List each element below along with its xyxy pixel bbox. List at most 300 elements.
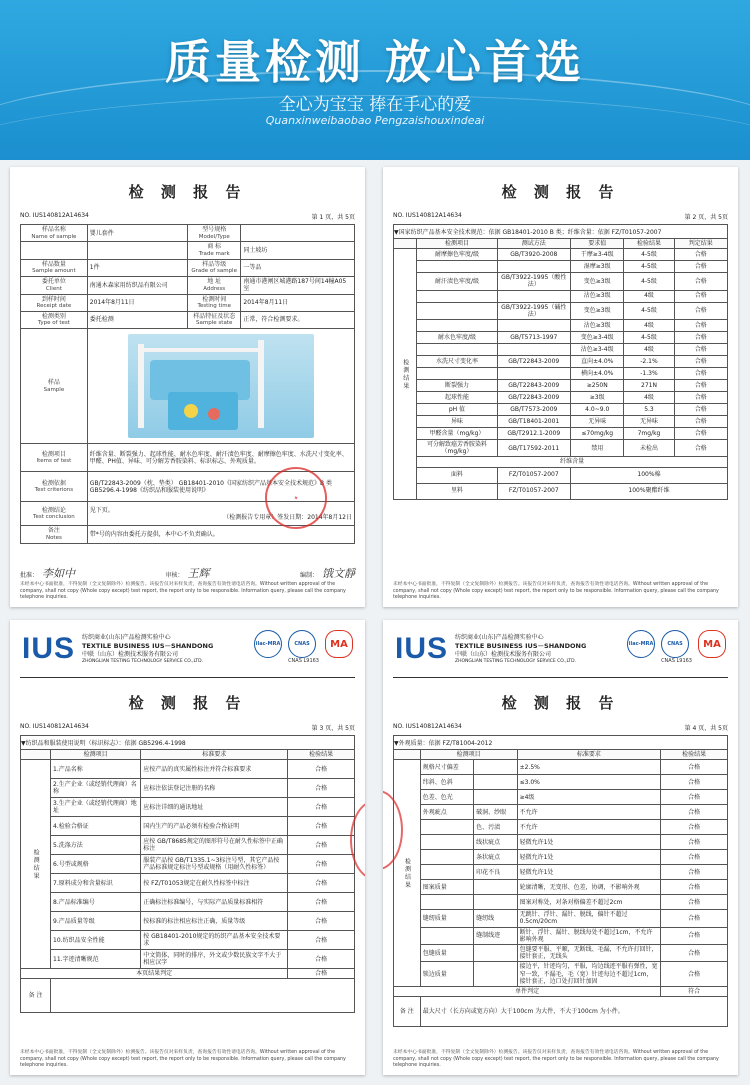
field-value: 一等品 xyxy=(241,259,355,276)
cell-req: 无异味 xyxy=(571,415,624,427)
remarks-text: 带*号的内容由委托方提供，本中心不负责确认。 xyxy=(87,526,354,543)
cell-req: 沾色≥3级 xyxy=(571,290,624,302)
cell-judge: 合格 xyxy=(674,273,727,290)
cell-item xyxy=(420,927,473,944)
ius-logo: IUS xyxy=(22,632,76,665)
cell-item: 包缝质量 xyxy=(420,944,473,961)
cell-req: 图案对称处，对条对格偏差不超过2cm xyxy=(517,895,661,910)
cell-sub xyxy=(474,790,517,805)
cell-item: 起球性能 xyxy=(417,391,497,403)
cell-req: 国内生产的产品必须有检验合格证明 xyxy=(141,817,288,836)
cell-req: 不允许 xyxy=(517,805,661,820)
cert-logos: ilac-MRA CNAS CNAS L9163 MA xyxy=(627,630,726,664)
side-label: 检 测 结 果 xyxy=(21,760,51,969)
items-row: 检测项目 Items of test 纤维含量、断裂强力、起球性能、耐水色牢度、耐汗渍色牢度、耐摩擦色牢度、水洗尺寸变化率、甲醛、PH值、异味、可分解芳香胺染料、标识标志、外观质量。 xyxy=(21,444,355,472)
cell-item: 耐水色牢度/级 xyxy=(417,331,497,343)
cell-req: 轮廓清晰，无变形、色差，协调，不影响外观 xyxy=(517,880,661,895)
cell-res: 7mg/kg xyxy=(624,427,674,439)
cell-res: 合格 xyxy=(661,927,728,944)
cell-method: GB/T22843-2009 xyxy=(497,355,570,367)
cell-req: 服装产品按 GB/T1335.1~3标注号型，其它产品按产品标准规定标注号型或规格（用耐久性标签） xyxy=(141,855,288,874)
cell-res: 合格 xyxy=(288,950,355,969)
report-page-1 xyxy=(10,167,365,607)
cell-res: 合格 xyxy=(661,944,728,961)
cell-res: 合格 xyxy=(288,931,355,950)
table-row xyxy=(21,912,355,931)
report-meta xyxy=(393,212,728,221)
cell-method: FZ/T01057-2007 xyxy=(497,467,570,483)
table-row xyxy=(394,273,728,290)
items-text: 纤维含量、断裂强力、起球性能、耐水色牢度、耐汗渍色牢度、耐摩擦色牢度、水洗尺寸变化率、甲醛、PH值、异味、可分解芳香胺染料、标识标志、外观质量。 xyxy=(87,444,354,472)
cell-res: 100%棉 xyxy=(571,467,728,483)
report-number: NO. IUS140812A14634 xyxy=(20,723,89,730)
cell-res: 合格 xyxy=(288,893,355,912)
cell-item xyxy=(417,319,497,331)
cell-req: 应标注依法登记注册的名称 xyxy=(141,779,288,798)
cell-method: GB/T3920-2008 xyxy=(497,249,570,261)
cell-item: 规格尺寸偏差 xyxy=(420,760,473,775)
cell-req: 正确标注标准编号，与实际产品质量标准相符 xyxy=(141,893,288,912)
cell-item xyxy=(420,895,473,910)
field-label: 样品特征及状态 xyxy=(193,312,236,320)
sample-row xyxy=(21,329,355,444)
letterhead xyxy=(20,626,355,678)
cell-req: ≥3级 xyxy=(571,391,624,403)
ilac-mra-logo: ilac-MRA xyxy=(627,630,655,658)
col-header: 判定结果 xyxy=(674,239,727,249)
field-label-en: Sample state xyxy=(196,320,233,327)
cell-req: 断针、浮针、漏针、脱线每处不超过1cm，不允许影响外观 xyxy=(517,927,661,944)
field-label-en: Trade mark xyxy=(198,250,230,257)
report-title: 检 测 报 告 xyxy=(128,183,247,201)
table-row xyxy=(394,415,728,427)
cell-item: 5.洗涤方法 xyxy=(51,836,141,855)
page-number: 第 2 页，共 5页 xyxy=(684,214,728,221)
basis-text: GB/T22843-2009（枕、垫类） GB18401-2010《国家纺织产品基本安全技术规范》B 类 GB5296.4-1998《纺织品和服装使用说明》 xyxy=(87,472,354,502)
cell-sub: 印花不良 xyxy=(474,865,517,880)
cell-res: 合格 xyxy=(288,874,355,893)
report-number: NO. IUS140812A14634 xyxy=(20,212,89,219)
cell-item xyxy=(417,290,497,302)
table-row xyxy=(394,820,728,835)
table-row xyxy=(21,855,355,874)
cell-method: GB/T2912.1-2009 xyxy=(497,427,570,439)
table-row xyxy=(394,427,728,439)
cell-method: GB/T17592-2011 xyxy=(497,439,570,456)
cell-res: 合格 xyxy=(661,962,728,987)
conclusion-row: 检测结论 Test conclusion 见下页。 （检测报告专用章）签发日期：2014年8月12日 xyxy=(21,502,355,526)
cell-item xyxy=(417,367,497,379)
cell-method xyxy=(497,367,570,379)
cell-sub xyxy=(474,760,517,775)
table-row xyxy=(394,343,728,355)
report-meta xyxy=(393,723,728,732)
cell-req: 应按产品的真实属性标注并符合标准要求 xyxy=(141,760,288,779)
field-label: 到样时间 xyxy=(41,295,66,303)
cell-req: 轻微允许1处 xyxy=(517,835,661,850)
field-value: 同土坡坊 xyxy=(241,242,355,259)
remarks-row: 备 注 xyxy=(21,979,355,1013)
cell-method: GB/T3922-1995（酸性法） xyxy=(497,273,570,290)
signature-approve: 李如中 xyxy=(42,567,76,580)
field-value: 2014年8月11日 xyxy=(241,294,355,311)
cell-res: 合格 xyxy=(661,760,728,775)
cell-res: -1.3% xyxy=(624,367,674,379)
ius-logo: IUS xyxy=(395,632,449,665)
cell-res: 合格 xyxy=(661,910,728,927)
report-meta xyxy=(20,723,355,732)
table-row xyxy=(394,319,728,331)
table-row xyxy=(394,261,728,273)
cma-logo: MA xyxy=(325,630,353,658)
field-label: 检测类别 xyxy=(41,312,66,320)
cell-method: FZ/T01057-2007 xyxy=(497,483,570,499)
field-value: 委托检测 xyxy=(87,311,187,328)
appearance-table xyxy=(393,749,728,1027)
cell-sub: 缝制线迹 xyxy=(474,927,517,944)
info-row xyxy=(21,259,355,276)
cell-judge: 合格 xyxy=(674,427,727,439)
page-number: 第 1 页，共 5页 xyxy=(311,214,355,221)
cell-sub xyxy=(474,895,517,910)
col-header: 测试方法 xyxy=(497,239,570,249)
cell-res: 合格 xyxy=(288,798,355,817)
cell-res: -2.1% xyxy=(624,355,674,367)
cell-res: 4-5级 xyxy=(624,273,674,290)
info-row xyxy=(21,311,355,328)
cell-item: 异味 xyxy=(417,415,497,427)
signature-review: 王辉 xyxy=(187,567,210,580)
table-row xyxy=(394,367,728,379)
banner-title: 质量检测 放心首选 xyxy=(164,35,585,89)
table-row xyxy=(394,910,728,927)
conclusion-note: （检测报告专用章）签发日期：2014年8月12日 xyxy=(223,513,352,521)
report-title: 检 测 报 告 xyxy=(501,183,620,201)
cell-req: ≥250N xyxy=(571,379,624,391)
cell-sub: 色、污渍 xyxy=(474,820,517,835)
table-row xyxy=(394,927,728,944)
cell-res: 4-5级 xyxy=(624,331,674,343)
cell-req: 沾色≥3-4级 xyxy=(571,343,624,355)
signature-row: 批准： 李如中 审核： 王辉 编制： 饿文靜 xyxy=(20,567,355,580)
cell-res: 4-5级 xyxy=(624,249,674,261)
cell-res: 271N xyxy=(624,379,674,391)
col-header: 检验结果 xyxy=(288,750,355,760)
org-info: 纺织商业(山东)产品检测实验中心 TEXTILE BUSINESS IUS－SHANDONG 中联（山东）检测技术服务有限公司 ZHONGLIAN TESTING TECHNOLOGY SERVICE CO.,LTD. xyxy=(455,634,587,665)
cell-judge: 合格 xyxy=(674,379,727,391)
field-label: 样品数量 xyxy=(41,260,66,268)
org-info: 纺织商业(山东)产品检测实验中心 TEXTILE BUSINESS IUS－SHANDONG 中联（山东）检测技术服务有限公司 ZHONGLIAN TESTING TECHNOLOGY SERVICE CO.,LTD. xyxy=(82,634,214,665)
field-label-en: Client xyxy=(45,285,62,292)
cell-req: 轻微允许1处 xyxy=(517,850,661,865)
cell-req: 变色≥3-4级 xyxy=(571,331,624,343)
cell-judge: 合格 xyxy=(674,391,727,403)
page-number: 第 4 页，共 5页 xyxy=(684,725,728,732)
field-label: 样品等级 xyxy=(202,260,227,268)
conclusion-text: 见下页。 xyxy=(89,506,114,514)
cell-judge: 合格 xyxy=(674,319,727,331)
fiber-header: 纤维含量 xyxy=(417,457,728,467)
cell-method xyxy=(497,290,570,302)
col-header: 检验结果 xyxy=(661,750,728,760)
cell-item: 耐摩擦色牢度/级 xyxy=(417,249,497,261)
field-value: 正常，符合检测要求。 xyxy=(241,311,355,328)
cell-sub xyxy=(474,880,517,895)
cell-res: 合格 xyxy=(288,779,355,798)
table-row xyxy=(21,931,355,950)
cell-res: 合格 xyxy=(288,836,355,855)
cell-judge: 合格 xyxy=(674,367,727,379)
col-header: 标准要求 xyxy=(517,750,661,760)
cell-sub xyxy=(474,775,517,790)
cell-item: 可分解致癌芳香胺染料（mg/kg） xyxy=(417,439,497,456)
summary-row: 单件判定 符合 xyxy=(394,986,728,996)
cell-res: 合格 xyxy=(661,775,728,790)
cell-res: 合格 xyxy=(661,805,728,820)
table-row xyxy=(394,379,728,391)
fiber-header-row xyxy=(394,457,728,467)
cell-req: 按标准的标注相应标注正确，质量等级 xyxy=(141,912,288,931)
signature-prepare: 饿文靜 xyxy=(321,567,355,580)
cell-sub: 线状疵点 xyxy=(474,835,517,850)
cell-req: 4.0~9.0 xyxy=(571,403,624,415)
cell-res: 4级 xyxy=(624,290,674,302)
cell-item: 外观疵点 xyxy=(420,805,473,820)
report-page-2 xyxy=(383,167,738,607)
footnote: 未经本中心书面批准，不得复制（全文复制除外）检测报告。该报告仅对来样负责，查询报告有效性请电话咨询。Without written approval of the company, shall not copy (Whole copy except) test report, the report only to be responsible. Information query, please call the company telephone inquiries. xyxy=(393,582,719,600)
cell-item: 9.产品质量等级 xyxy=(51,912,141,931)
table-row xyxy=(394,391,728,403)
cell-res: 合格 xyxy=(661,835,728,850)
cell-req: 无跳针、浮针、漏针、脱线，偏针不超过0.5cm/20cm xyxy=(517,910,661,927)
label-check-table xyxy=(20,749,355,1013)
cell-judge: 合格 xyxy=(674,403,727,415)
report-page-4 xyxy=(383,620,738,1075)
cell-item xyxy=(420,850,473,865)
cell-item xyxy=(417,261,497,273)
cell-judge: 合格 xyxy=(674,343,727,355)
cell-res: 合格 xyxy=(661,880,728,895)
cell-res: 4-5级 xyxy=(624,261,674,273)
cell-method xyxy=(497,343,570,355)
cell-item: 4.检验合格证 xyxy=(51,817,141,836)
cell-item: 里料 xyxy=(417,483,497,499)
cell-method: GB/T22843-2009 xyxy=(497,391,570,403)
banner-pinyin: Quanxinweibaobao Pengzaishouxindeai xyxy=(265,114,485,127)
cell-judge: 合格 xyxy=(674,415,727,427)
info-row xyxy=(21,277,355,294)
ilac-mra-logo: ilac-MRA xyxy=(254,630,282,658)
report-meta xyxy=(20,212,355,221)
report-number: NO. IUS140812A14634 xyxy=(393,723,462,730)
remarks-row: 备 注 最大尺寸（长方向或宽方向）大于100cm 为大件，不大于100cm 为小件。 xyxy=(394,997,728,1027)
col-header: 检测项目 xyxy=(51,750,141,760)
banner-subtitle: 全心为宝宝 捧在手心的爱 xyxy=(278,95,472,115)
table-row xyxy=(394,880,728,895)
cell-method: GB/T18401-2001 xyxy=(497,415,570,427)
cell-item: 断裂强力 xyxy=(417,379,497,391)
cma-logo: MA xyxy=(698,630,726,658)
cell-method xyxy=(497,261,570,273)
table-row xyxy=(394,302,728,319)
cell-res: 无异味 xyxy=(624,415,674,427)
cell-item: 缝纫质量 xyxy=(420,910,473,927)
col-header: 检验结果 xyxy=(624,239,674,249)
summary-row: 本页结果判定 合格 xyxy=(21,969,355,979)
cell-item: 图案质量 xyxy=(420,880,473,895)
field-label: 样品名称 xyxy=(41,226,66,233)
cell-res: 合格 xyxy=(661,850,728,865)
cell-req: ≤70mg/kg xyxy=(571,427,624,439)
cell-judge: 合格 xyxy=(674,249,727,261)
report-page-3 xyxy=(10,620,365,1075)
cell-item: 甲醛含量（mg/kg） xyxy=(417,427,497,439)
fiber-row xyxy=(394,467,728,483)
footnote: 未经本中心书面批准，不得复制（全文复制除外）检测报告。该报告仅对来样负责，查询报告有效性请电话咨询。Without written approval of the company, shall not copy (Whole copy except) test report, the report only to be responsible. Information query, please call the company telephone inquiries. xyxy=(20,582,346,600)
cell-req: 中文简体，同时的排序，外文或少数民族文字不大于相应汉字 xyxy=(141,950,288,969)
table-row xyxy=(21,760,355,779)
cell-item: 3.生产企业（或经销代理商）地址 xyxy=(51,798,141,817)
field-value: 南通市港闸区城港路187号间14幢A05室 xyxy=(241,277,355,294)
official-stamp: ✦ xyxy=(259,461,333,535)
cell-req: 接边平，针迹均匀，平服，均边线迹平服有弹性，宽窄一致，不漏毛，毛（宽）针迹每边不超过1cm，接针套正，边口处打回针加固 xyxy=(517,962,661,987)
side-label: 检 测 结 果 xyxy=(394,249,417,499)
table-row xyxy=(394,355,728,367)
cell-item: 8.产品标准编号 xyxy=(51,893,141,912)
table-row xyxy=(394,439,728,456)
cell-res: 100%聚酯纤维 xyxy=(571,483,728,499)
sample-label-en: Sample xyxy=(43,386,65,393)
page-number: 第 3 页，共 5页 xyxy=(311,725,355,732)
table-row xyxy=(394,850,728,865)
field-value: 1件 xyxy=(87,259,187,276)
cell-res: 合格 xyxy=(288,817,355,836)
field-value xyxy=(87,242,187,259)
table-row xyxy=(21,798,355,817)
field-value: 南通木森家用纺织品有限公司 xyxy=(87,277,187,294)
table-row xyxy=(394,944,728,961)
field-label-en: Name of sample xyxy=(31,233,77,240)
info-row xyxy=(21,242,355,259)
table-row xyxy=(21,779,355,798)
cell-res: 合格 xyxy=(661,865,728,880)
cell-sub xyxy=(474,944,517,961)
cell-req: 沾色≥3级 xyxy=(571,319,624,331)
field-label: 检测时间 xyxy=(202,295,227,303)
table-row xyxy=(21,950,355,969)
field-label-en: Address xyxy=(203,285,226,292)
cell-req: 不允许 xyxy=(517,820,661,835)
cell-req: 变色≥3级 xyxy=(571,273,624,290)
cell-item: 水洗尺寸变化率 xyxy=(417,355,497,367)
side-label: 检 测 结 果 xyxy=(394,760,421,987)
cell-judge: 合格 xyxy=(674,355,727,367)
cell-req: 横向±4.0% xyxy=(571,367,624,379)
cell-req: 轻微允许1处 xyxy=(517,865,661,880)
cell-res: 合格 xyxy=(288,855,355,874)
cell-sub: 破洞、纱眼 xyxy=(474,805,517,820)
table-row xyxy=(394,790,728,805)
cell-item: 6.号型或规格 xyxy=(51,855,141,874)
basis-row: 检测依据 Test criterions GB/T22843-2009（枕、垫类） GB18401-2010《国家纺织产品基本安全技术规范》B 类 GB5296.4-1998《纺织品和服装使用说明》 xyxy=(21,472,355,502)
cell-method: GB/T7573-2009 xyxy=(497,403,570,415)
field-value: 婴儿套件 xyxy=(87,225,187,242)
cell-req: 包缝要平服、平顺，无断线、毛漏，不允许打回针，接针套正，无线头 xyxy=(517,944,661,961)
cell-method xyxy=(497,319,570,331)
cell-item: 10.纺织品安全性能 xyxy=(51,931,141,950)
cell-req: 应标注详细的通讯地址 xyxy=(141,798,288,817)
field-label-en: Sample amount xyxy=(32,268,76,275)
cell-res: 合格 xyxy=(288,760,355,779)
table-row xyxy=(21,893,355,912)
cell-item xyxy=(417,302,497,319)
cell-res: 4级 xyxy=(624,391,674,403)
cell-sub: 条状疵点 xyxy=(474,850,517,865)
test-basis: ▼外观质量：依据 FZ/T81004-2012 xyxy=(393,735,728,749)
field-label-en: Type of test xyxy=(37,320,70,327)
cell-res: 合格 xyxy=(661,895,728,910)
cell-req: 干摩≥3-4级 xyxy=(571,249,624,261)
cell-res: 未检出 xyxy=(624,439,674,456)
cell-item xyxy=(417,343,497,355)
cell-method: GB/T22843-2009 xyxy=(497,379,570,391)
cell-item: 2.生产企业（或经销代理商）名称 xyxy=(51,779,141,798)
field-label-en: Receipt date xyxy=(36,303,72,309)
col-header: 标准要求 xyxy=(141,750,288,760)
cell-req: ≤3.0% xyxy=(517,775,661,790)
cell-req: 应按 GB/T8685规定的图形符号在耐久性标签中正确标注 xyxy=(141,836,288,855)
cell-item: 11.字迹清晰规范 xyxy=(51,950,141,969)
cell-item xyxy=(420,835,473,850)
field-label: 地 址 xyxy=(207,278,222,286)
field-value xyxy=(241,225,355,242)
sample-photo xyxy=(128,334,314,438)
cell-item: 耐汗渍色牢度/级 xyxy=(417,273,497,290)
table-row xyxy=(394,403,728,415)
cell-res: 4级 xyxy=(624,343,674,355)
col-header: 检测项目 xyxy=(420,750,517,760)
cell-judge: 合格 xyxy=(674,290,727,302)
letterhead xyxy=(393,626,728,678)
cell-judge: 合格 xyxy=(674,331,727,343)
cell-req: 湿摩≥3级 xyxy=(571,261,624,273)
table-row xyxy=(394,865,728,880)
field-label: 商 标 xyxy=(207,243,222,251)
cell-res: 5.3 xyxy=(624,403,674,415)
cell-req: 变色≥3级 xyxy=(571,302,624,319)
cell-sub: 缝纫线 xyxy=(474,910,517,927)
cell-res: 合格 xyxy=(288,912,355,931)
sample-label: 样品 xyxy=(47,379,60,387)
cell-item: 7.原料成分和含量标识 xyxy=(51,874,141,893)
cell-judge: 合格 xyxy=(674,261,727,273)
table-row xyxy=(21,817,355,836)
field-label-en: Grade of sample xyxy=(191,268,237,275)
table-row xyxy=(394,249,728,261)
table-row xyxy=(21,836,355,855)
cell-res: 合格 xyxy=(661,790,728,805)
results-table xyxy=(393,238,728,500)
field-label-en: Model/Type xyxy=(198,233,230,240)
cell-item: 纬斜、色斜 xyxy=(420,775,473,790)
cell-req: ≥4级 xyxy=(517,790,661,805)
field-label: 委托单位 xyxy=(41,278,66,286)
cell-res: 合格 xyxy=(661,820,728,835)
cell-method: GB/T5713-1997 xyxy=(497,331,570,343)
field-label: 型号规格 xyxy=(202,226,227,233)
table-row xyxy=(394,775,728,790)
table-row xyxy=(394,962,728,987)
